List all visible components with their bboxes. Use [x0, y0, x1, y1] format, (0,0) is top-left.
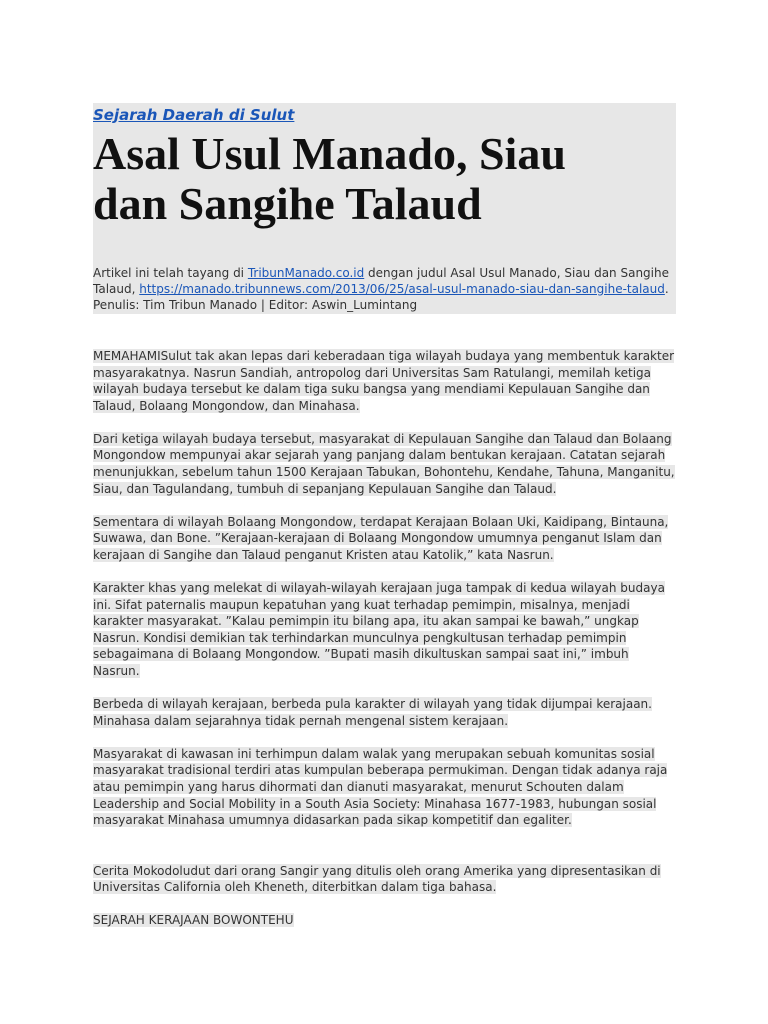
section-heading-text: SEJARAH KERAJAAN BOWONTEHU [93, 913, 294, 928]
attribution-suffix: . [664, 282, 669, 296]
document-page [93, 103, 676, 946]
paragraph [93, 746, 676, 829]
paragraph-text: Berbeda di wilayah kerajaan, berbeda pula karakter di wilayah yang tidak dijumpai kerajaan. Minahasa dalam sejarahnya tidak pernah mengenal sistem kerajaan. [93, 697, 652, 728]
article-header [93, 103, 676, 314]
attribution-prefix: Artikel ini telah tayang di [93, 266, 248, 280]
paragraph [93, 580, 676, 680]
section-link[interactable]: Sejarah Daerah di Sulut [93, 106, 295, 124]
paragraph-text: Dari ketiga wilayah budaya tersebut, masyarakat di Kepulauan Sangihe dan Talaud dan Bolaang Mongondow mempunyai akar sejarah yang panjang dalam bentukan kerajaan. Catatan sejarah menunjukkan, sebelum tahun 1500 Kerajaan Tabukan, Bohontehu, Kendahe, Tahuna, Manganitu, Siau, dan Tagulandang, tumbuh di sepanjang Kepulauan Sangihe dan Talaud. [93, 431, 675, 496]
paragraph [93, 696, 676, 729]
section-heading [93, 912, 676, 929]
article-attribution [93, 265, 676, 314]
paragraph [93, 863, 676, 896]
attribution-middle: dengan judul Asal Usul Manado, Siau dan Sangihe Talaud, [93, 266, 669, 296]
paragraph [93, 431, 676, 497]
title-line-1: Asal Usul Manado, Siau [93, 128, 566, 179]
paragraph-text: Karakter khas yang melekat di wilayah-wilayah kerajaan juga tampak di kedua wilayah budaya ini. Sifat paternalis maupun kepatuhan yang kuat terhadap pemimpin, misalnya, menjadi karakter masyarakat. ”Kalau pemimpin itu bilang apa, itu akan sampai ke bawah,” ungkap Nasrun. Kondisi demikian tak terhindarkan munculnya pengkultusan terhadap pemimpin sebagaimana di Bolaang Mongondow. ”Bupati masih dikultuskan sampai saat ini,” imbuh Nasrun. [93, 581, 665, 678]
paragraph-text: MEMAHAMISulut tak akan lepas dari keberadaan tiga wilayah budaya yang membentuk karakter masyarakatnya. Nasrun Sandiah, antropolog dari Universitas Sam Ratulangi, memilah ketiga wilayah budaya tersebut ke dalam tiga suku bangsa yang mendiami Kepulauan Sangihe dan Talaud, Bolaang Mongondow, dan Minahasa. [93, 349, 675, 413]
paragraph [93, 348, 676, 414]
site-link[interactable]: TribunManado.co.id [247, 266, 365, 280]
article-title [93, 129, 676, 229]
paragraph [93, 514, 676, 564]
paragraph-text: Sementara di wilayah Bolaang Mongondow, terdapat Kerajaan Bolaan Uki, Kaidipang, Bintauna, Suwawa, dan Bone. ”Kerajaan-kerajaan di Bolaang Mongondow umumnya penganut Islam dan kerajaan di Sangihe dan Talaud penganut Kristen atau Katolik,” kata Nasrun. [93, 514, 669, 562]
title-line-2: dan Sangihe Talaud [93, 178, 482, 229]
article-url-link[interactable]: https://manado.tribunnews.com/2013/06/25/asal-usul-manado-siau-dan-sangihe-talaud [139, 282, 665, 296]
attribution-credits: Penulis: Tim Tribun Manado | Editor: Aswin_Lumintang [93, 298, 418, 312]
paragraph-text: Cerita Mokodoludut dari orang Sangir yang ditulis oleh orang Amerika yang dipresentasikan di Universitas California oleh Kheneth, diterbitkan dalam tiga bahasa. [93, 863, 661, 895]
article-body [93, 348, 676, 929]
paragraph-text: Masyarakat di kawasan ini terhimpun dalam walak yang merupakan sebuah komunitas sosial masyarakat tradisional terdiri atas kumpulan beberapa permukiman. Dengan tidak adanya raja atau pemimpin yang harus dihormati dan dianuti masyarakat, menurut Schouten dalam Leadership and Social Mobility in a South Asia Society: Minahasa 1677-1983, hubungan sosial masyarakat Minahasa umumnya didasarkan pada sikap kompetitif dan egaliter. [93, 746, 668, 828]
